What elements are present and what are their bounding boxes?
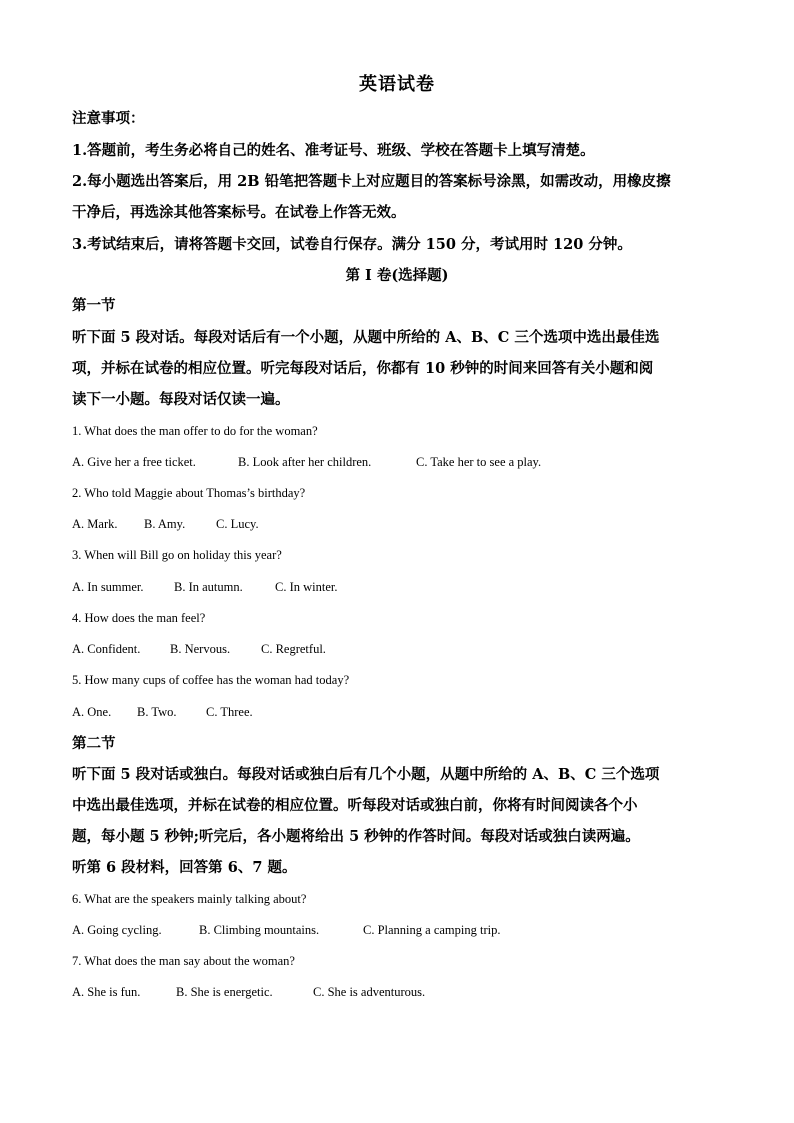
option-c: C. She is adventurous. <box>313 985 426 999</box>
option-a: A. Give her a free ticket. <box>72 455 196 469</box>
option-b: B. She is energetic. <box>176 985 273 999</box>
option-a: A. One. <box>72 705 112 719</box>
question-7-options <box>72 984 732 1000</box>
section-2-instruction-line-1: 听下面 5 段对话或独白。每段对话或独白后有几个小题，从题中所给的 A、B、C 三个选项 <box>72 766 660 783</box>
page-title: 英语试卷 <box>359 74 435 95</box>
notice-item-3: 3.考试结束后，请将答题卡交回，试卷自行保存。满分 150 分，考试用时 120 分钟。 <box>72 236 632 253</box>
option-b: B. Look after her children. <box>238 455 372 469</box>
section-2-instruction-line-3: 题，每小题 5 秒钟;听完后，各小题将给出 5 秒钟的作答时间。每段对话或独白读两遍。 <box>72 828 640 845</box>
option-c: C. Take her to see a play. <box>416 455 542 469</box>
section-1-instruction-line-1: 听下面 5 段对话。每段对话后有一个小题，从题中所给的 A、B、C 三个选项中选出最佳选 <box>72 329 660 346</box>
material-6-heading: 听第 6 段材料，回答第 6、7 题。 <box>72 859 297 876</box>
question-3-options <box>72 579 732 595</box>
question-4: 4. How does the man feel? <box>72 611 206 625</box>
question-2: 2. Who told Maggie about Thomas’s birthday? <box>72 486 306 500</box>
option-c: C. Lucy. <box>216 517 259 531</box>
question-2-options <box>72 516 732 532</box>
option-b: B. Amy. <box>144 517 186 531</box>
option-a: A. Mark. <box>72 517 118 531</box>
question-4-options <box>72 641 732 657</box>
option-b: B. Climbing mountains. <box>199 923 320 937</box>
option-b: B. Two. <box>137 705 177 719</box>
option-b: B. Nervous. <box>170 642 231 656</box>
option-b: B. In autumn. <box>174 580 243 594</box>
question-5: 5. How many cups of coffee has the woman had today? <box>72 673 350 687</box>
option-c: C. Three. <box>206 705 253 719</box>
section-2-heading: 第二节 <box>72 735 116 752</box>
option-a: A. Going cycling. <box>72 923 162 937</box>
question-6: 6. What are the speakers mainly talking about? <box>72 892 307 906</box>
option-a: A. She is fun. <box>72 985 141 999</box>
notice-item-2-line-1: 2.每小题选出答案后，用 2B 铅笔把答题卡上对应题目的答案标号涂黑，如需改动，用橡皮擦 <box>72 173 671 190</box>
option-a: A. Confident. <box>72 642 141 656</box>
notice-heading: 注意事项： <box>72 110 145 127</box>
question-5-options <box>72 704 732 720</box>
option-c: C. In winter. <box>275 580 338 594</box>
question-1: 1. What does the man offer to do for the woman? <box>72 424 318 438</box>
question-1-options <box>72 454 732 470</box>
section-1-instruction-line-2: 项，并标在试卷的相应位置。听完每段对话后，你都有 10 秒钟的时间来回答有关小题和阅 <box>72 360 654 377</box>
option-c: C. Regretful. <box>261 642 326 656</box>
section-1-heading: 第一节 <box>72 297 116 314</box>
question-3: 3. When will Bill go on holiday this year? <box>72 548 282 562</box>
volume-title: 第 I 卷(选择题) <box>345 267 449 284</box>
question-7: 7. What does the man say about the woman? <box>72 954 295 968</box>
section-2-instruction-line-2: 中选出最佳选项，并标在试卷的相应位置。听每段对话或独白前，你将有时间阅读各个小 <box>72 797 638 814</box>
notice-item-2-line-2: 干净后，再选涂其他答案标号。在试卷上作答无效。 <box>72 204 406 221</box>
option-a: A. In summer. <box>72 580 144 594</box>
section-1-instruction-line-3: 读下一小题。每段对话仅读一遍。 <box>72 391 290 408</box>
notice-item-1: 1.答题前，考生务必将自己的姓名、准考证号、班级、学校在答题卡上填写清楚。 <box>72 142 595 159</box>
question-6-options <box>72 922 732 938</box>
option-c: C. Planning a camping trip. <box>363 923 501 937</box>
